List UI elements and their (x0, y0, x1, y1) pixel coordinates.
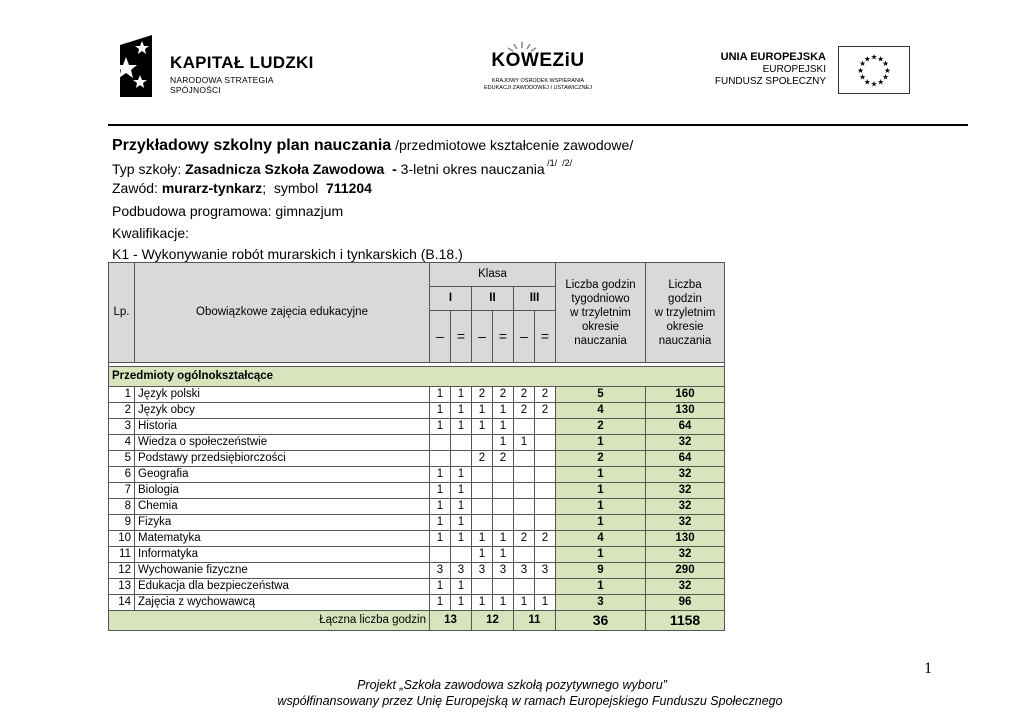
subject-name: Biologia (135, 483, 430, 499)
total-class-iii: 11 (514, 611, 556, 631)
semester-hours (430, 547, 451, 563)
semester-hours: 1 (430, 595, 451, 611)
semester-hours (451, 451, 472, 467)
subject-name: Język polski (135, 387, 430, 403)
weekly-hours: 3 (556, 595, 646, 611)
page-number: 1 (924, 660, 932, 677)
semester-hours: 1 (451, 531, 472, 547)
school-period: 3-letni okres nauczania (400, 161, 545, 177)
semester-hours: 2 (472, 387, 493, 403)
weekly-hours: 9 (556, 563, 646, 579)
table-row (109, 531, 725, 547)
kowezu-title: KOWEZiU (491, 50, 585, 71)
table-row (109, 435, 725, 451)
row-number: 9 (109, 515, 135, 531)
table-row (109, 387, 725, 403)
header-total-line: Liczba (668, 278, 702, 291)
weekly-hours: 1 (556, 435, 646, 451)
row-number: 3 (109, 419, 135, 435)
total-hours: 130 (646, 531, 725, 547)
row-number: 7 (109, 483, 135, 499)
semester-hours: 1 (493, 403, 514, 419)
semester-hours: 1 (535, 595, 556, 611)
header-weekly-line: Liczba godzin (565, 278, 636, 291)
semester-hours: 2 (535, 403, 556, 419)
semester-hours: 1 (451, 419, 472, 435)
semester-hours (472, 483, 493, 499)
semester-hours (430, 435, 451, 451)
semester-hours: 1 (451, 467, 472, 483)
header-total-line: okresie (666, 320, 704, 333)
subject-name: Informatyka (135, 547, 430, 563)
total-hours: 32 (646, 435, 725, 451)
table-row (109, 595, 725, 611)
semester-hours: 1 (430, 499, 451, 515)
semester-hours (451, 547, 472, 563)
semester-hours: 2 (472, 451, 493, 467)
semester-hours (514, 499, 535, 515)
header-semester: = (493, 311, 514, 363)
total-hours: 32 (646, 499, 725, 515)
semester-hours (451, 435, 472, 451)
table-row (109, 547, 725, 563)
semester-hours (535, 435, 556, 451)
semester-hours: 1 (451, 387, 472, 403)
subject-name: Podstawy przedsiębiorczości (135, 451, 430, 467)
school-type-line (112, 158, 573, 177)
semester-hours: 1 (430, 515, 451, 531)
semester-hours: 1 (430, 403, 451, 419)
eu-logo (710, 46, 910, 96)
eu-line2: EUROPEJSKI (762, 64, 826, 75)
row-number: 13 (109, 579, 135, 595)
semester-hours: 2 (535, 531, 556, 547)
svg-text:★: ★ (863, 54, 871, 64)
weekly-hours: 4 (556, 403, 646, 419)
svg-text:★: ★ (882, 72, 889, 82)
header-total-line: godzin (668, 292, 702, 305)
header-class-i: I (430, 287, 472, 311)
total-hours: 32 (646, 579, 725, 595)
semester-hours (493, 467, 514, 483)
table-row (109, 499, 725, 515)
symbol: 711204 (325, 180, 372, 196)
symbol-label: ; symbol (262, 180, 326, 196)
subject-name: Wiedza o społeczeństwie (135, 435, 430, 451)
semester-hours: 1 (451, 595, 472, 611)
title-main: Przykładowy szkolny plan nauczania (112, 137, 392, 154)
semester-hours: 3 (493, 563, 514, 579)
semester-hours: 3 (451, 563, 472, 579)
qualifications-label: Kwalifikacje: (112, 225, 190, 241)
semester-hours: 1 (472, 531, 493, 547)
weekly-hours: 1 (556, 547, 646, 563)
semester-hours (493, 515, 514, 531)
semester-hours: 3 (472, 563, 493, 579)
header-total-line: w trzyletnim (654, 306, 716, 319)
row-number: 4 (109, 435, 135, 451)
subject-name: Chemia (135, 499, 430, 515)
eu-line1: UNIA EUROPEJSKA (720, 51, 826, 63)
eu-line3: FUNDUSZ SPOŁECZNY (714, 76, 826, 87)
semester-hours (535, 483, 556, 499)
total-label: Łączna liczba godzin (109, 611, 430, 631)
svg-text:★: ★ (870, 79, 878, 89)
semester-hours: 1 (472, 595, 493, 611)
semester-hours (493, 499, 514, 515)
profession-label: Zawód: (112, 180, 162, 196)
semester-hours: 1 (472, 547, 493, 563)
total-row (109, 611, 725, 631)
total-hours: 96 (646, 595, 725, 611)
total-hours: 64 (646, 419, 725, 435)
weekly-hours: 1 (556, 515, 646, 531)
profession-line (112, 180, 372, 196)
weekly-hours: 2 (556, 419, 646, 435)
header-class-iii: III (514, 287, 556, 311)
total-weekly: 36 (556, 611, 646, 631)
total-hours: 64 (646, 451, 725, 467)
semester-hours: 2 (514, 387, 535, 403)
svg-text:★: ★ (883, 65, 891, 75)
header-divider (108, 124, 968, 126)
semester-hours: 1 (493, 547, 514, 563)
semester-hours (472, 499, 493, 515)
semester-hours: 3 (514, 563, 535, 579)
row-number: 6 (109, 467, 135, 483)
semester-hours (514, 419, 535, 435)
kapital-ludzki-logo (112, 35, 322, 100)
semester-hours: 1 (493, 595, 514, 611)
table-row (109, 483, 725, 499)
row-number: 14 (109, 595, 135, 611)
semester-hours (493, 579, 514, 595)
subject-name: Historia (135, 419, 430, 435)
semester-hours (514, 451, 535, 467)
semester-hours: 1 (451, 483, 472, 499)
semester-hours: 2 (514, 531, 535, 547)
section-general: Przedmioty ogólnokształcące (109, 367, 725, 387)
semester-hours: 1 (451, 403, 472, 419)
total-hours: 290 (646, 563, 725, 579)
semester-hours: 2 (535, 387, 556, 403)
svg-text:★: ★ (877, 54, 885, 64)
weekly-hours: 5 (556, 387, 646, 403)
header-subject: Obowiązkowe zajęcia edukacyjne (135, 263, 430, 363)
semester-hours: 1 (430, 579, 451, 595)
kowezu-logo (478, 42, 598, 100)
semester-hours (493, 483, 514, 499)
weekly-hours: 2 (556, 451, 646, 467)
semester-hours: 2 (493, 451, 514, 467)
semester-hours: 1 (430, 387, 451, 403)
school-type-sep: - (384, 161, 401, 177)
total-hours: 32 (646, 547, 725, 563)
svg-text:★: ★ (877, 77, 885, 87)
total-hours-sum: 1158 (646, 611, 725, 631)
header-weekly-line: nauczania (574, 334, 627, 347)
semester-hours (535, 547, 556, 563)
semester-hours: 1 (451, 499, 472, 515)
row-number: 1 (109, 387, 135, 403)
kowezu-line2: EDUKACJI ZAWODOWEJ I USTAWICZNEJ (484, 85, 592, 91)
header-class: Klasa (430, 263, 556, 287)
total-hours: 32 (646, 483, 725, 499)
kowezu-line1: KRAJOWY OŚRODEK WSPIERANIA (491, 78, 585, 84)
header-weekly-line: tygodniowo (571, 292, 630, 305)
header-semester: = (535, 311, 556, 363)
header-class-ii: II (472, 287, 514, 311)
subject-name: Matematyka (135, 531, 430, 547)
weekly-hours: 1 (556, 579, 646, 595)
semester-hours: 3 (535, 563, 556, 579)
semester-hours: 1 (493, 419, 514, 435)
table-row (109, 403, 725, 419)
eu-flag-icon (838, 46, 910, 94)
semester-hours (472, 435, 493, 451)
svg-text:★: ★ (859, 72, 866, 82)
semester-hours (514, 483, 535, 499)
header-semester: – (514, 311, 535, 363)
school-type-label: Typ szkoły: (112, 161, 186, 177)
school-type: Zasadnicza Szkoła Zawodowa (185, 161, 385, 177)
page-title (112, 137, 633, 155)
total-hours: 32 (646, 515, 725, 531)
svg-text:★: ★ (857, 65, 865, 75)
header-lp: Lp. (109, 263, 135, 363)
semester-hours (535, 467, 556, 483)
semester-hours (514, 579, 535, 595)
program-basis: Podbudowa programowa: gimnazjum (112, 203, 344, 219)
footnote-refs: /1/ /2/ (544, 158, 573, 168)
total-hours: 130 (646, 403, 725, 419)
semester-hours (472, 579, 493, 595)
table-row (109, 563, 725, 579)
semester-hours: 1 (430, 419, 451, 435)
semester-hours: 1 (493, 435, 514, 451)
table-row (109, 515, 725, 531)
semester-hours (535, 579, 556, 595)
subject-name: Fizyka (135, 515, 430, 531)
semester-hours (472, 467, 493, 483)
header-semester: = (451, 311, 472, 363)
footer-project: Projekt „Szkoła zawodowa szkołą pozytywnego wyboru” (357, 678, 667, 692)
semester-hours: 1 (430, 483, 451, 499)
semester-hours: 1 (430, 467, 451, 483)
total-class-i: 13 (430, 611, 472, 631)
qualification-k1: K1 - Wykonywanie robót murarskich i tynkarskich (B.18.) (112, 246, 463, 262)
semester-hours: 1 (430, 531, 451, 547)
table-row (109, 579, 725, 595)
weekly-hours: 1 (556, 499, 646, 515)
semester-hours (514, 467, 535, 483)
weekly-hours: 4 (556, 531, 646, 547)
semester-hours (535, 499, 556, 515)
table-row (109, 419, 725, 435)
header-total-line: nauczania (658, 334, 712, 347)
total-class-ii: 12 (472, 611, 514, 631)
weekly-hours: 1 (556, 483, 646, 499)
weekly-hours: 1 (556, 467, 646, 483)
row-number: 12 (109, 563, 135, 579)
row-number: 11 (109, 547, 135, 563)
row-number: 10 (109, 531, 135, 547)
semester-hours (535, 451, 556, 467)
subject-name: Zajęcia z wychowawcą (135, 595, 430, 611)
header-semester: – (472, 311, 493, 363)
subject-name: Język obcy (135, 403, 430, 419)
kapital-ludzki-subtitle: NARODOWA STRATEGIA SPÓJNOŚCI (170, 75, 274, 95)
semester-hours: 1 (472, 403, 493, 419)
svg-text:★: ★ (870, 52, 878, 62)
footer-funding: współfinansowany przez Unię Europejską w ramach Europejskiego Funduszu Społecznego (277, 694, 783, 708)
profession: murarz-tynkarz (161, 180, 263, 196)
semester-hours (535, 515, 556, 531)
semester-hours: 1 (493, 531, 514, 547)
header-total-hours (646, 263, 725, 363)
kapital-ludzki-title: KAPITAŁ LUDZKI (170, 53, 314, 72)
table-row (109, 451, 725, 467)
title-suffix: /przedmiotowe kształcenie zawodowe/ (391, 137, 634, 153)
total-hours: 160 (646, 387, 725, 403)
kapital-ludzki-emblem-icon (112, 35, 156, 97)
semester-hours: 1 (514, 595, 535, 611)
semester-hours (514, 515, 535, 531)
svg-text:★: ★ (863, 77, 871, 87)
semester-hours: 1 (451, 515, 472, 531)
svg-text:★: ★ (882, 59, 889, 69)
subject-name: Geografia (135, 467, 430, 483)
row-number: 5 (109, 451, 135, 467)
subject-name: Wychowanie fizyczne (135, 563, 430, 579)
row-number: 2 (109, 403, 135, 419)
semester-hours: 1 (472, 419, 493, 435)
semester-hours: 2 (493, 387, 514, 403)
header-weekly-line: w trzyletnim (570, 306, 631, 319)
semester-hours: 3 (430, 563, 451, 579)
header-weekly-hours (556, 263, 646, 363)
teaching-plan-table (108, 262, 725, 631)
semester-hours: 1 (514, 435, 535, 451)
semester-hours: 1 (451, 579, 472, 595)
semester-hours (430, 451, 451, 467)
semester-hours (535, 419, 556, 435)
header-semester: – (430, 311, 451, 363)
semester-hours (514, 547, 535, 563)
subject-name: Edukacja dla bezpieczeństwa (135, 579, 430, 595)
row-number: 8 (109, 499, 135, 515)
total-hours: 32 (646, 467, 725, 483)
semester-hours (472, 515, 493, 531)
semester-hours: 2 (514, 403, 535, 419)
svg-text:★: ★ (859, 59, 866, 69)
header-weekly-line: okresie (581, 320, 620, 333)
table-row (109, 467, 725, 483)
